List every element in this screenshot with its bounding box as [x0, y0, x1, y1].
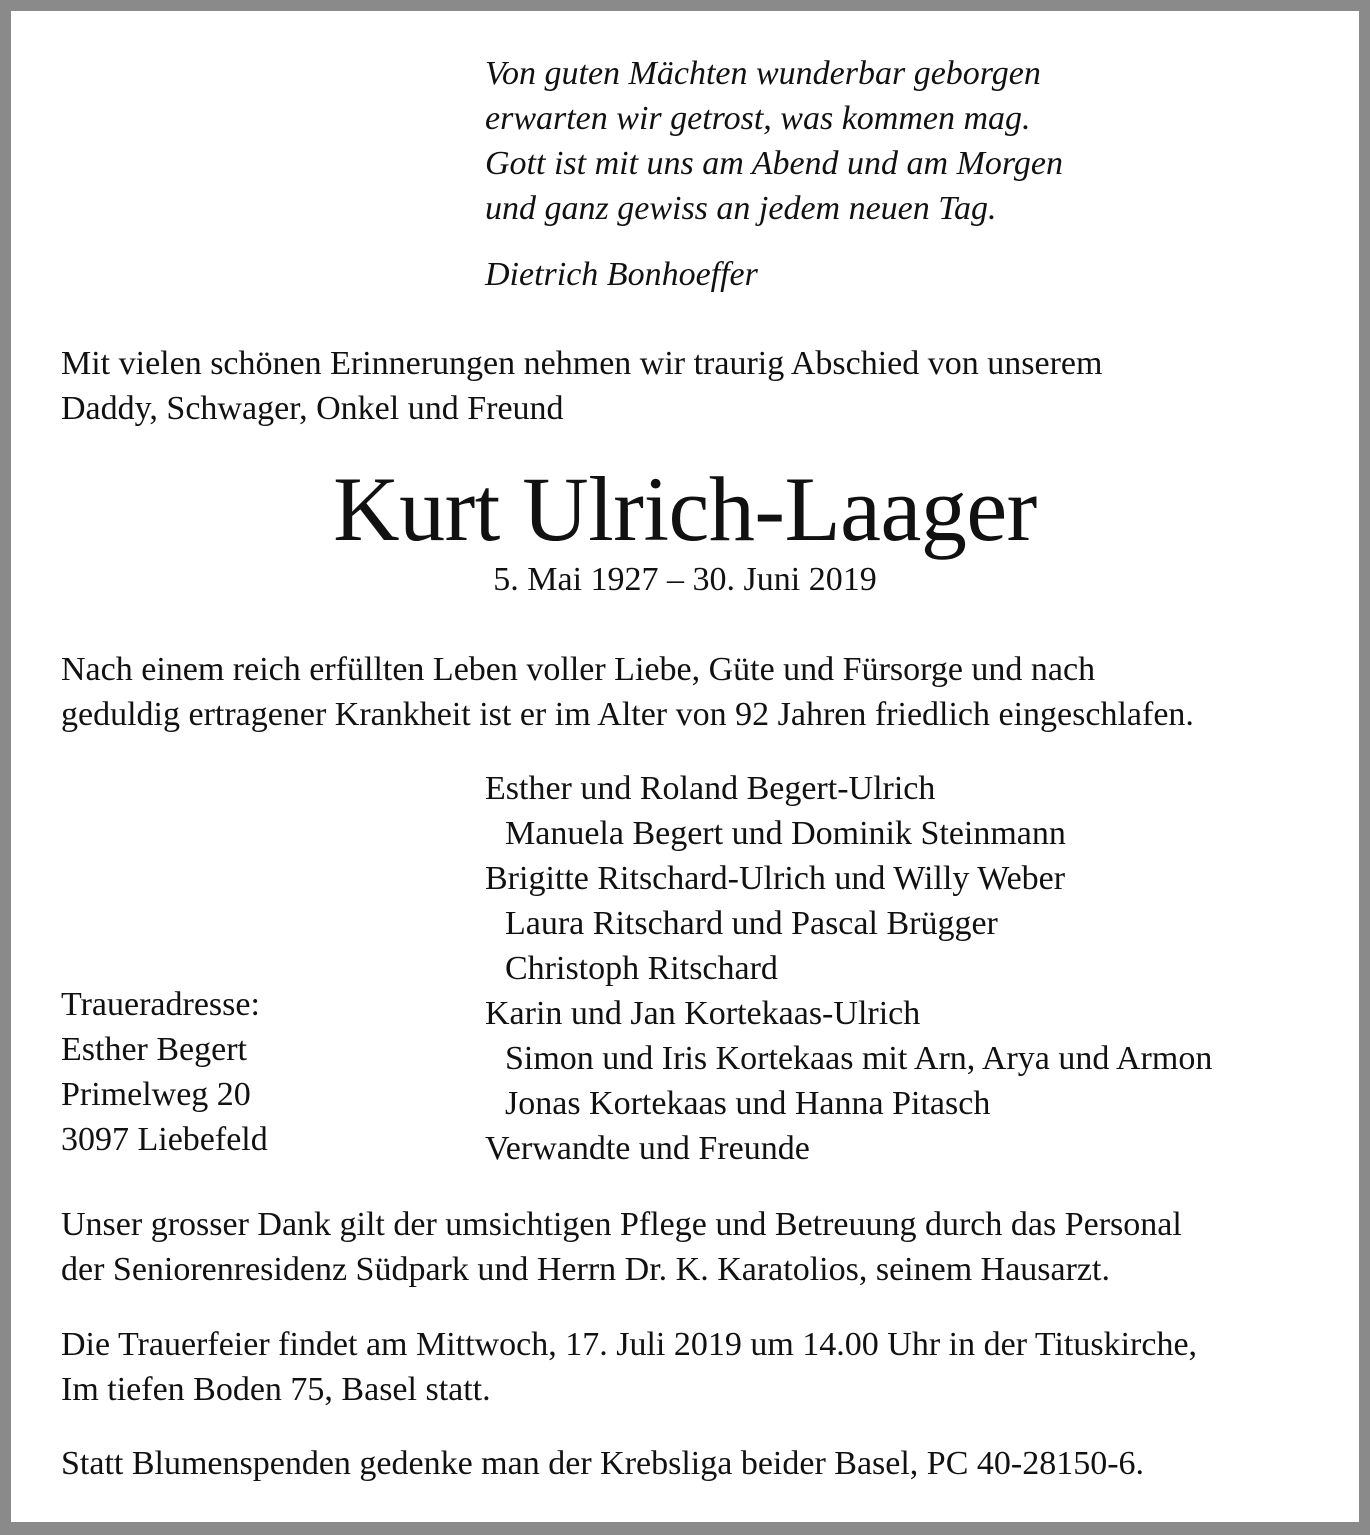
- quote-line: Von guten Mächten wunderbar geborgen: [485, 55, 1041, 92]
- mourner-entry: Karin und Jan Kortekaas-Ulrich: [485, 995, 921, 1032]
- address-city: 3097 Liebefeld: [61, 1121, 268, 1158]
- quote-author: Dietrich Bonhoeffer: [485, 256, 758, 293]
- donation-text: Statt Blumenspenden gedenke man der Krebsliga beider Basel, PC 40-28150-6.: [61, 1445, 1145, 1482]
- funeral-text: Im tiefen Boden 75, Basel statt.: [61, 1371, 491, 1408]
- intro-text: Daddy, Schwager, Onkel und Freund: [61, 390, 564, 427]
- thanks-text: der Seniorenresidenz Südpark und Herrn Dr. K. Karatolios, seinem Hausarzt.: [61, 1251, 1110, 1288]
- quote-line: erwarten wir getrost, was kommen mag.: [485, 100, 1031, 137]
- life-text: Nach einem reich erfüllten Leben voller Liebe, Güte und Fürsorge und nach: [61, 651, 1096, 688]
- mourner-entry: Verwandte und Freunde: [485, 1130, 810, 1167]
- mourner-entry: Jonas Kortekaas und Hanna Pitasch: [505, 1085, 991, 1122]
- mourner-entry: Laura Ritschard und Pascal Brügger: [505, 905, 998, 942]
- mourners-list: [485, 766, 1212, 1171]
- quote-line: Gott ist mit uns am Abend und am Morgen: [485, 145, 1063, 182]
- mourning-address: [61, 982, 268, 1162]
- intro-text: Mit vielen schönen Erinnerungen nehmen wir traurig Abschied von unserem: [61, 345, 1103, 382]
- mourner-entry: Christoph Ritschard: [505, 950, 778, 987]
- mourner-entry: Esther und Roland Begert-Ulrich: [485, 770, 936, 807]
- funeral-text: Die Trauerfeier findet am Mittwoch, 17. Juli 2019 um 14.00 Uhr in der Tituskirche,: [61, 1326, 1198, 1363]
- mourner-entry: Manuela Begert und Dominik Steinmann: [505, 815, 1066, 852]
- quote-line: und ganz gewiss an jedem neuen Tag.: [485, 190, 997, 227]
- address-street: Primelweg 20: [61, 1076, 251, 1113]
- deceased-name: Kurt Ulrich-Laager: [333, 458, 1037, 560]
- mourner-entry: Brigitte Ritschard-Ulrich und Willy Weber: [485, 860, 1066, 897]
- address-name: Esther Begert: [61, 1031, 247, 1068]
- life-text: geduldig ertragener Krankheit ist er im Alter von 92 Jahren friedlich eingeschlafen.: [61, 696, 1194, 733]
- thanks-text: Unser grosser Dank gilt der umsichtigen Pflege und Betreuung durch das Personal: [61, 1206, 1182, 1243]
- address-label: Traueradresse:: [61, 986, 260, 1023]
- life-dates: 5. Mai 1927 – 30. Juni 2019: [493, 561, 877, 598]
- mourner-entry: Simon und Iris Kortekaas mit Arn, Arya und Armon: [505, 1040, 1213, 1077]
- obituary-card: [11, 11, 1359, 1522]
